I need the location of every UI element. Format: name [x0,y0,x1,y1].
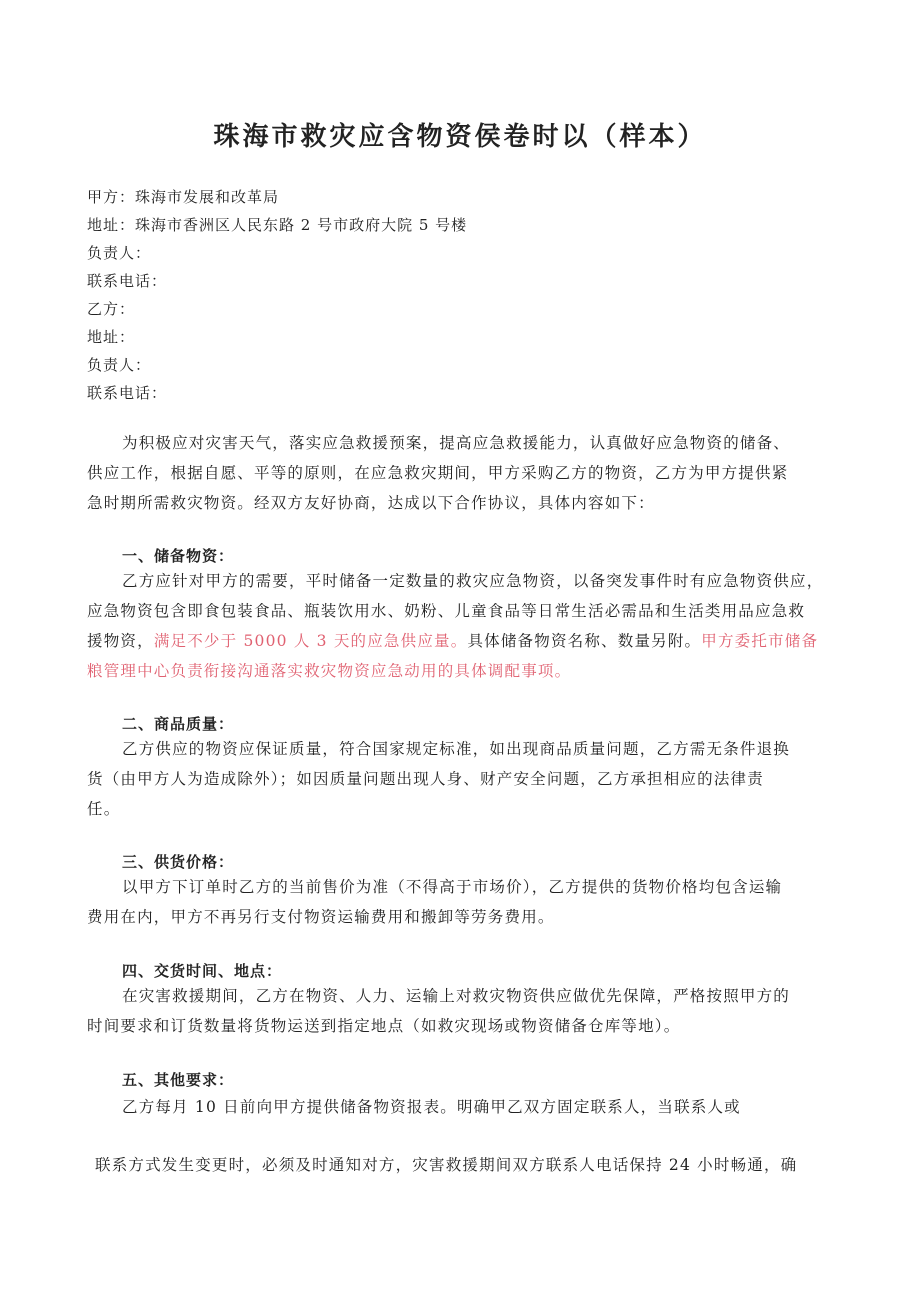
section-3-body [87,872,822,932]
section-1-body [87,566,822,686]
section-5-body [87,1092,822,1122]
section-5-continued [95,1150,830,1180]
highlight-text: 甲方委托市储备 [701,632,819,650]
party-a-phone: 联系电话： [87,272,168,290]
intro-paragraph [87,428,822,518]
section-4-body [87,981,822,1041]
section-2-heading: 二、商品质量： [122,715,235,733]
party-a-name: 甲方：珠海市发展和改革局 [87,188,280,206]
section-line: 联系方式发生变更时，必须及时通知对方，灾害救援期间双方联系人电话保持 24 小时畅通，确 [95,1156,798,1174]
section-line: 费用在内，甲方不再另行支付物资运输费用和搬卸等劳务费用。 [87,908,555,926]
section-line [87,626,822,656]
section-line: 任。 [87,800,121,818]
section-3-heading: 三、供货价格： [122,853,235,871]
section-line: 在灾害救援期间，乙方在物资、人力、运输上对救灾物资供应做优先保障，严格按照甲方的 [122,987,791,1005]
section-2-body [87,734,822,824]
intro-line: 为积极应对灾害天气，落实应急救援预案，提高应急救援能力，认真做好应急物资的储备、 [122,434,791,452]
section-line: 货（由甲方人为造成除外）；如因质量问题出现人身、财产安全问题，乙方承担相应的法律责 [87,770,764,788]
party-b-person: 负责人： [87,356,152,374]
section-line: 以甲方下订单时乙方的当前售价为准（不得高于市场价），乙方提供的货物价格均包含运输 [122,878,783,896]
section-line: 应急物资包含即食包装食品、瓶装饮用水、奶粉、儿童食品等日常生活必需品和生活类用品应急救 [87,602,806,620]
section-1-heading: 一、储备物资： [122,547,235,565]
party-b-name: 乙方： [87,300,136,318]
section-5-heading: 五、其他要求： [122,1071,235,1089]
section-text: 具体储备物资名称、数量另附。 [467,632,702,650]
section-line: 乙方供应的物资应保证质量，符合国家规定标准，如出现商品质量问题，乙方需无条件退换 [122,740,791,758]
section-text: 援物资， [87,632,154,650]
section-4-heading: 四、交货时间、地点： [122,962,283,980]
party-b-address: 地址： [87,328,136,346]
highlight-text: 满足不少于 5000 人 3 天的应急供应量。 [153,632,468,650]
intro-line: 供应工作，根据自愿、平等的原则，在应急救灾期间，甲方采购乙方的物资，乙方为甲方提供紧 [87,464,789,482]
party-b-phone: 联系电话： [87,384,168,402]
document-title: 珠海市救灾应含物资侯卷时以（样本） [213,122,707,152]
party-a-person: 负责人： [87,244,152,262]
party-a-address: 地址：珠海市香洲区人民东路 2 号市政府大院 5 号楼 [87,216,468,234]
intro-line: 急时期所需救灾物资。经双方友好协商，达成以下合作协议，具体内容如下： [87,494,655,512]
section-line: 乙方每月 10 日前向甲方提供储备物资报表。明确甲乙双方固定联系人，当联系人或 [122,1098,741,1116]
section-line: 时间要求和订货数量将货物运送到指定地点（如救灾现场或物资储备仓库等地）。 [87,1017,681,1035]
section-line: 乙方应针对甲方的需要，平时储备一定数量的救灾应急物资，以备突发事件时有应急物资供应， [122,572,824,590]
highlight-line: 粮管理中心负责衔接沟通落实救灾物资应急动用的具体调配事项。 [87,662,572,680]
